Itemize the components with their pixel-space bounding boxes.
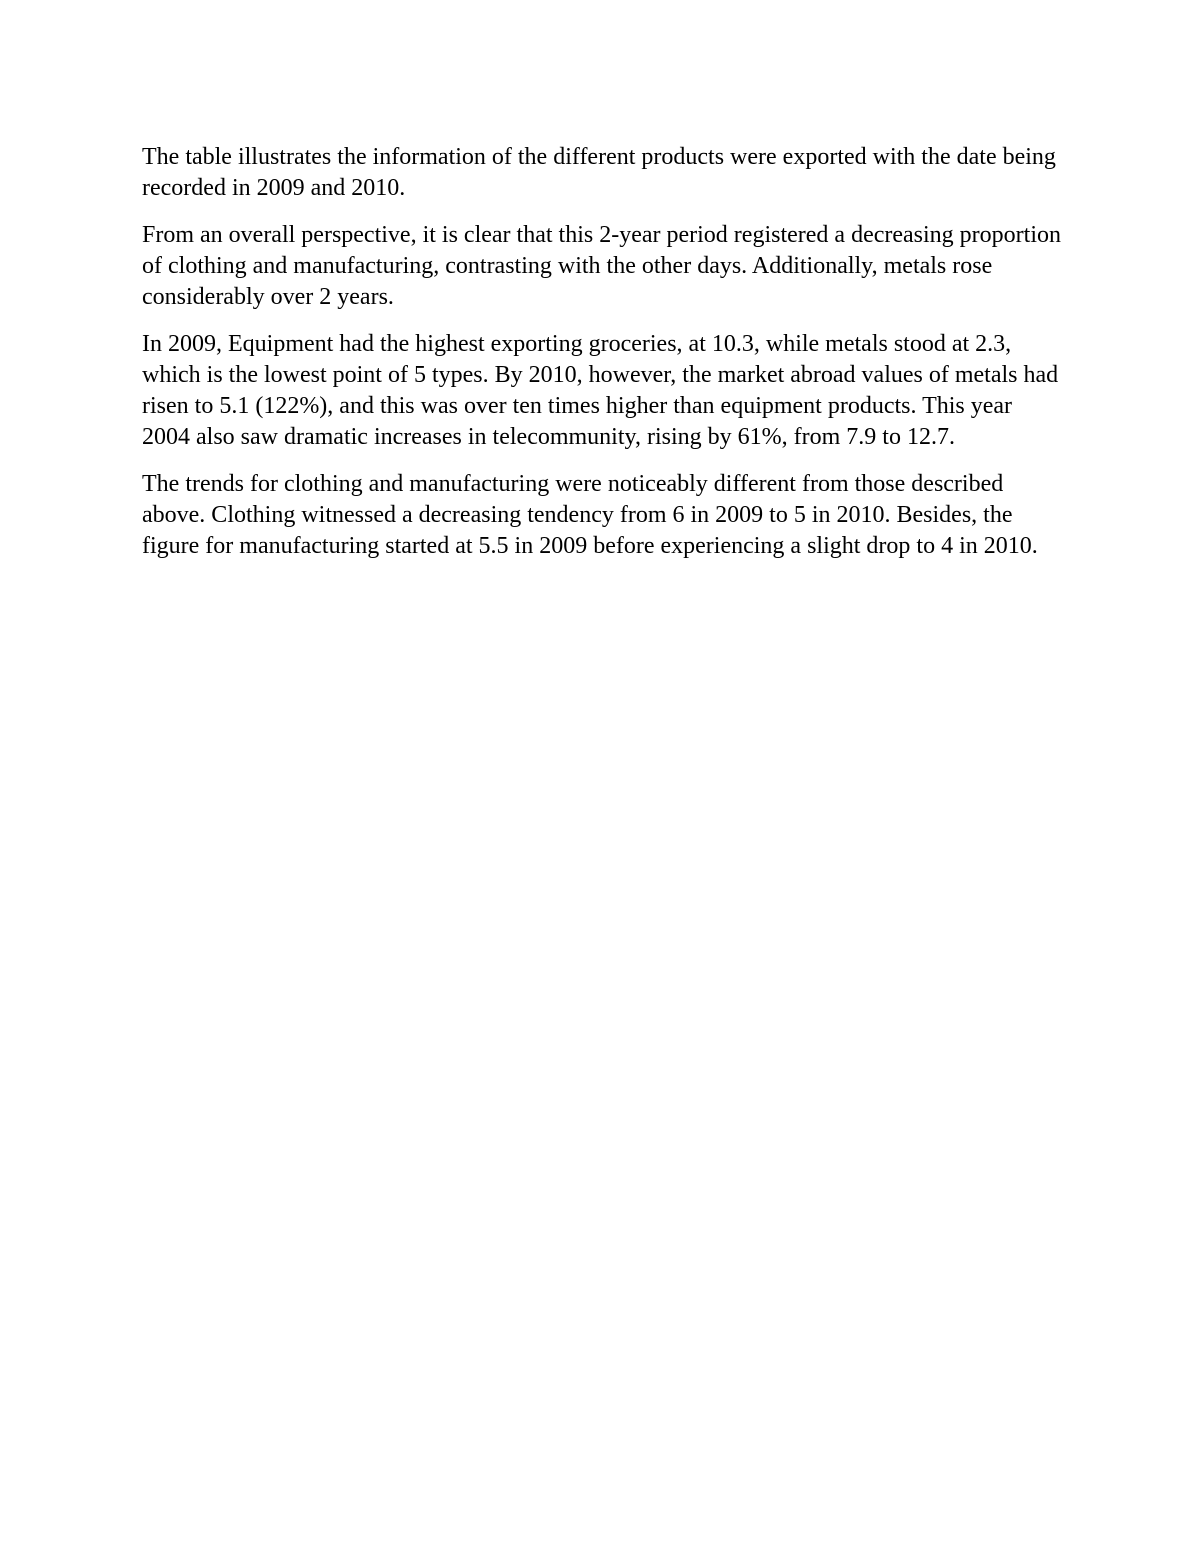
paragraph-introduction: The table illustrates the information of the different products were exported with the date being recorded in 2009 and 2010. [142, 144, 1056, 201]
paragraph-body-1: In 2009, Equipment had the highest exporting groceries, at 10.3, while metals stood at 2.3, which is the lowest point of 5 types. By 2010, however, the market abroad values of metals had risen to 5.1 (122%), and this was over ten times higher than equipment products. This year 2004 also saw dramatic increases in telecommunity, rising by 61%, from 7.9 to 12.7. [142, 331, 1059, 450]
essay-body [142, 142, 1062, 578]
paragraph-body-2: The trends for clothing and manufacturing were noticeably different from those described above. Clothing witnessed a decreasing tendency from 6 in 2009 to 5 in 2010. Besides, the figure for manufacturing started at 5.5 in 2009 before experiencing a slight drop to 4 in 2010. [142, 471, 1038, 559]
paragraph-overview: From an overall perspective, it is clear that this 2-year period registered a decreasing proportion of clothing and manufacturing, contrasting with the other days. Additionally, metals rose considerably over 2 years. [142, 222, 1061, 310]
